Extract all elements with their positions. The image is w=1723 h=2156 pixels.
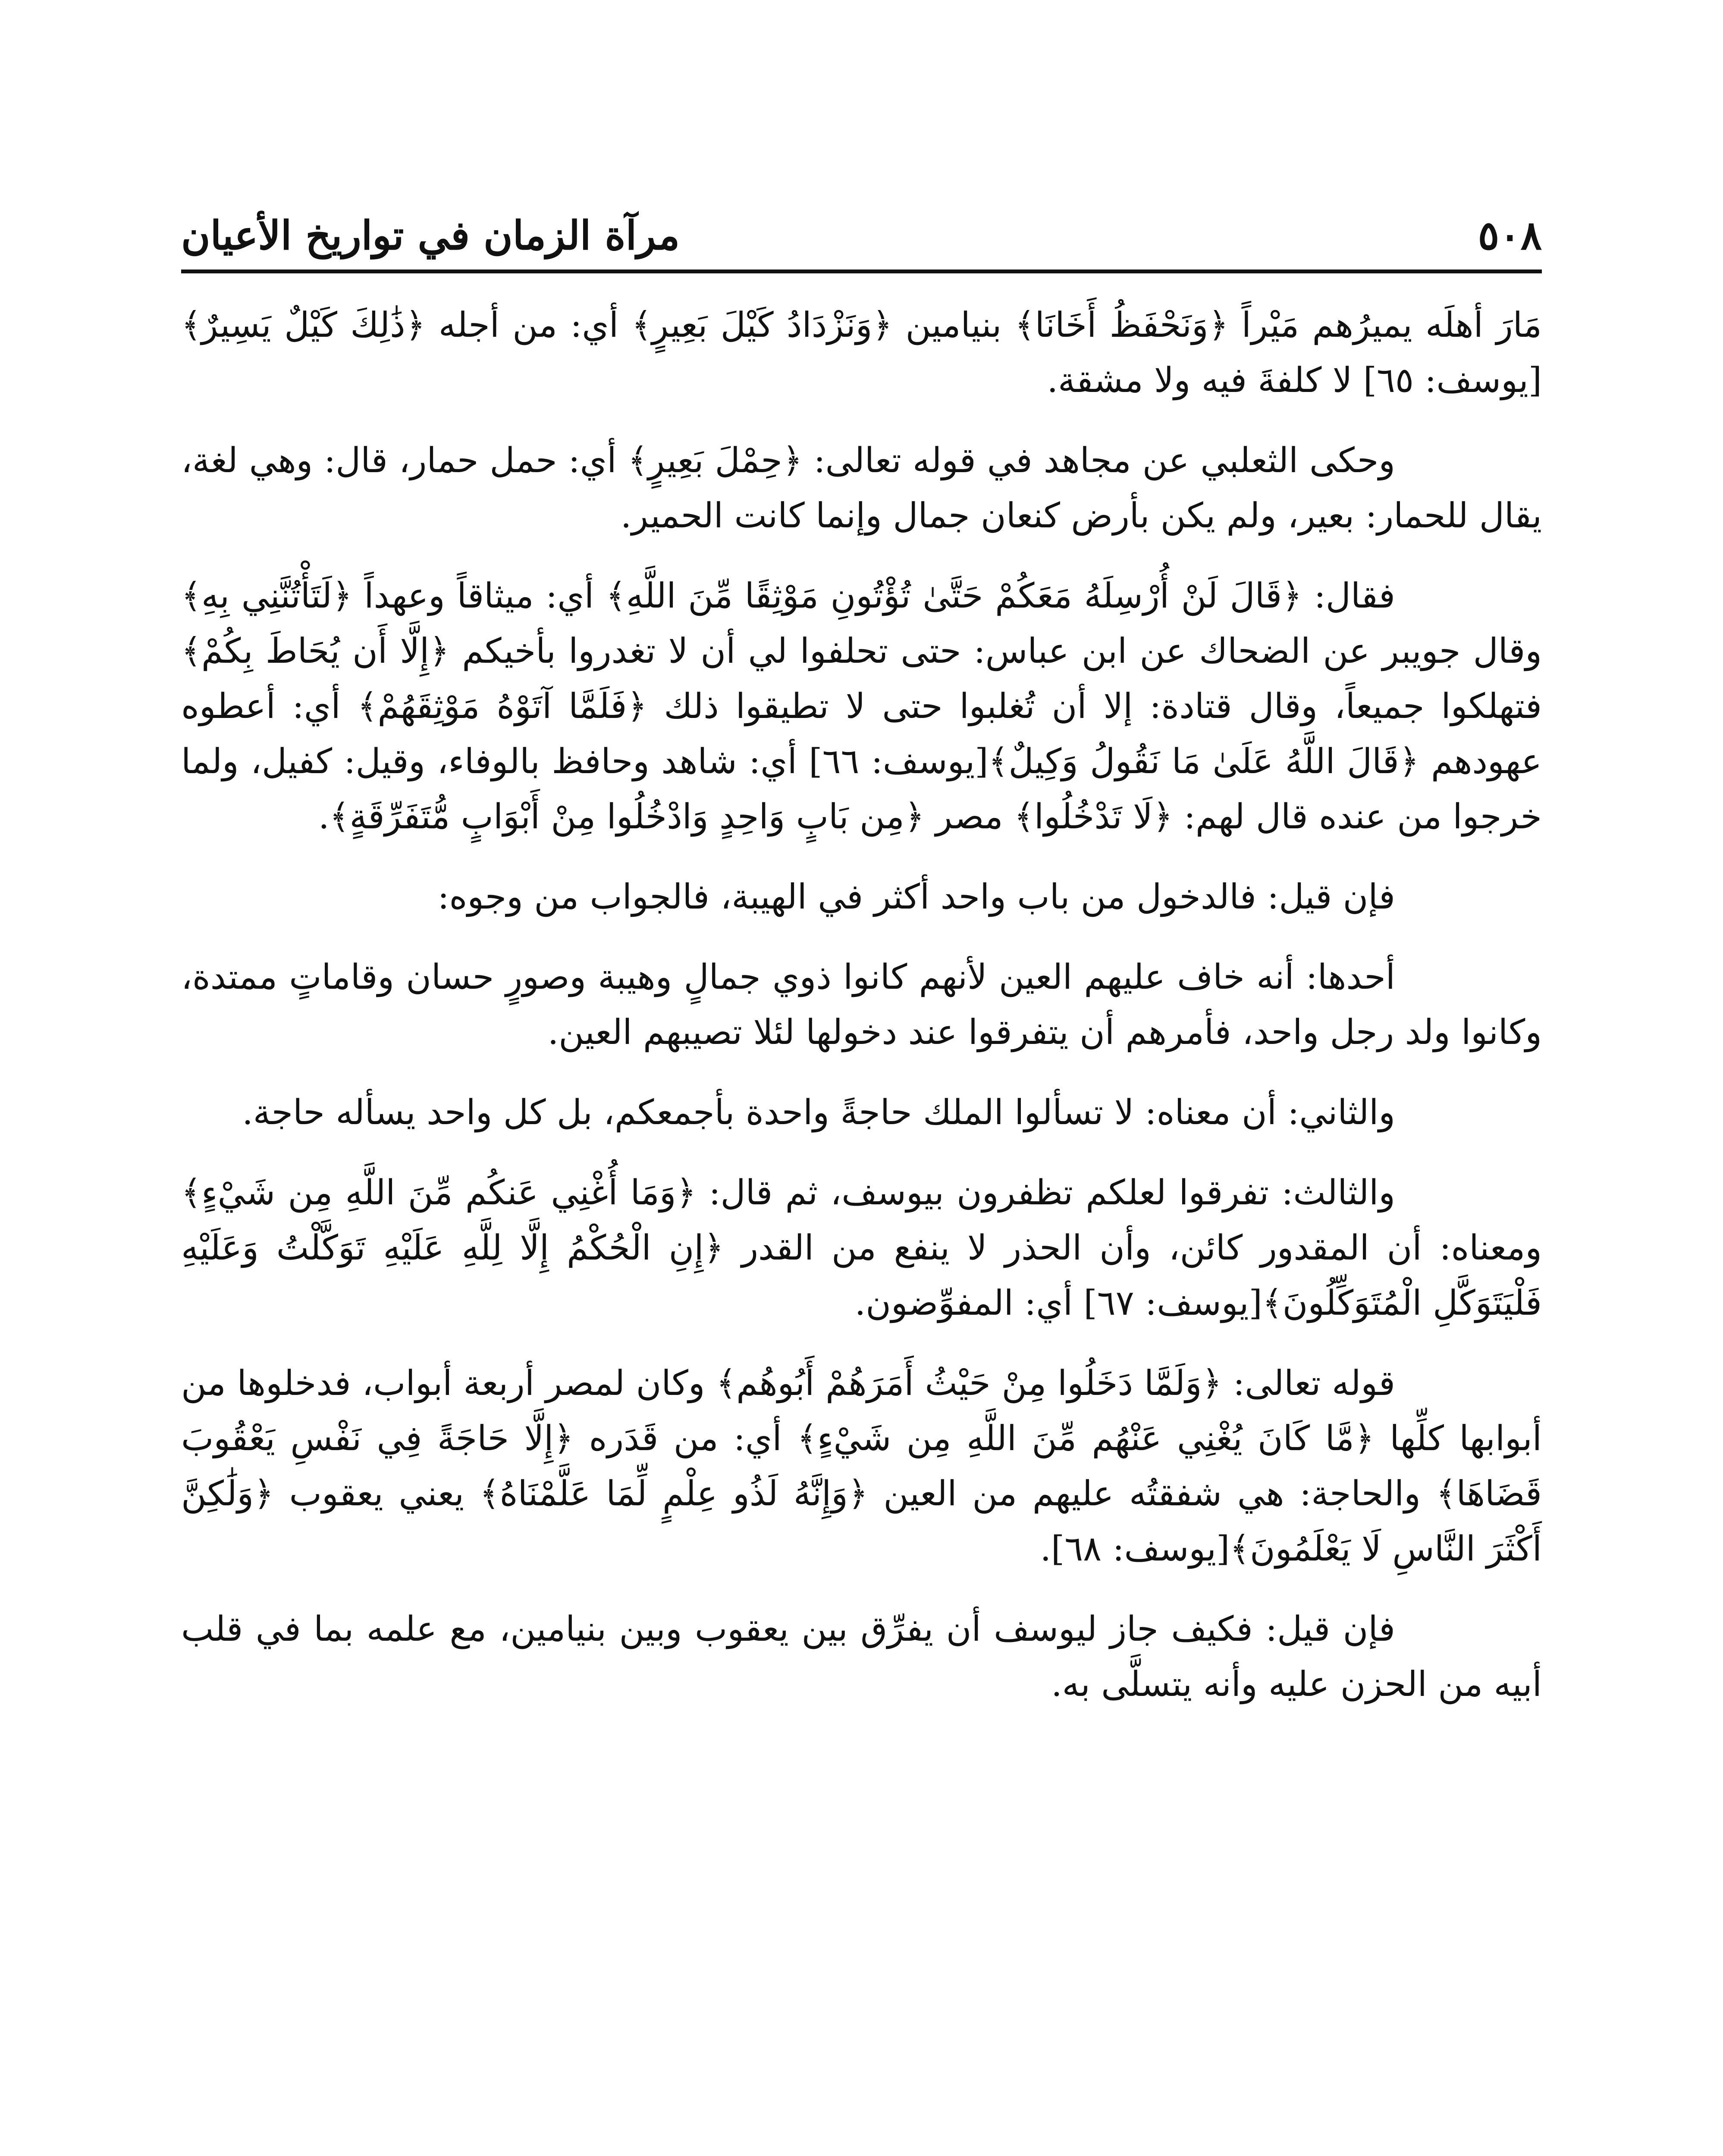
body-text xyxy=(181,298,1542,1737)
paragraph: والثالث: تفرقوا لعلكم تظفرون بيوسف، ثم قال: ﴿وَمَا أُغْنِي عَنكُم مِّنَ اللَّهِ مِن شَيْءٍ﴾ ومعناه: أن المقدور كائن، وأن الحذر لا ينفع من القدر ﴿إِنِ الْحُكْمُ إِلَّا لِلَّهِ عَلَيْهِ تَوَكَّلْتُ وَعَلَيْهِ فَلْيَتَوَكَّلِ الْمُتَوَكِّلُونَ﴾[يوسف: ٦٧] أي: المفوِّضون. xyxy=(181,1172,1542,1323)
paragraph: وحكى الثعلبي عن مجاهد في قوله تعالى: ﴿حِمْلَ بَعِيرٍ﴾ أي: حمل حمار، قال: وهي لغة، يقال للحمار: بعير، ولم يكن بأرض كنعان جمال وإنما كانت الحمير. xyxy=(181,440,1542,536)
page-number: ٥٠٨ xyxy=(1478,212,1542,259)
running-title: مرآة الزمان في تواريخ الأعيان xyxy=(181,212,680,259)
paragraph: فقال: ﴿قَالَ لَنْ أُرْسِلَهُ مَعَكُمْ حَتَّىٰ تُؤْتُونِ مَوْثِقًا مِّنَ اللَّهِ﴾ أي: ميثاقاً وعهداً ﴿لَتَأْتُنَّنِي بِهِ﴾ وقال جويبر عن الضحاك عن ابن عباس: حتى تحلفوا لي أن لا تغدروا بأخيكم ﴿إِلَّا أَن يُحَاطَ بِكُمْ﴾ فتهلكوا جميعاً، وقال قتادة: إلا أن تُغلبوا حتى لا تطيقوا ذلك ﴿فَلَمَّا آتَوْهُ مَوْثِقَهُمْ﴾ أي: أعطوه عهودهم ﴿قَالَ اللَّهُ عَلَىٰ مَا نَقُولُ وَكِيلٌ﴾[يوسف: ٦٦] أي: شاهد وحافظ بالوفاء، وقيل: كفيل، ولما خرجوا من عنده قال لهم: ﴿لَا تَدْخُلُوا﴾ مصر ﴿مِن بَابٍ وَاحِدٍ وَادْخُلُوا مِنْ أَبْوَابٍ مُّتَفَرِّقَةٍ﴾. xyxy=(181,576,1542,837)
page-header xyxy=(181,172,1542,259)
paragraph: مَارَ أهلَه يميرُهم مَيْراً ﴿وَنَحْفَظُ أَخَانَا﴾ بنيامين ﴿وَنَزْدَادُ كَيْلَ بَعِيرٍ﴾ أي: من أجله ﴿ذَٰلِكَ كَيْلٌ يَسِيرٌ﴾[يوسف: ٦٥] لا كلفةَ فيه ولا مشقة. xyxy=(181,305,1542,400)
paragraph: فإن قيل: فالدخول من باب واحد أكثر في الهيبة، فالجواب من وجوه: xyxy=(437,877,1395,917)
paragraph: قوله تعالى: ﴿وَلَمَّا دَخَلُوا مِنْ حَيْثُ أَمَرَهُمْ أَبُوهُم﴾ وكان لمصر أربعة أبواب، فدخلوها من أبوابها كلِّها ﴿مَّا كَانَ يُغْنِي عَنْهُم مِّنَ اللَّهِ مِن شَيْءٍ﴾ أي: من قَدَره ﴿إِلَّا حَاجَةً فِي نَفْسِ يَعْقُوبَ قَضَاهَا﴾ والحاجة: هي شفقتُه عليهم من العين ﴿وَإِنَّهُ لَذُو عِلْمٍ لِّمَا عَلَّمْنَاهُ﴾ يعني يعقوب ﴿وَلَٰكِنَّ أَكْثَرَ النَّاسِ لَا يَعْلَمُونَ﴾[يوسف: ٦٨]. xyxy=(181,1363,1542,1569)
header-rule xyxy=(181,270,1542,273)
paragraph: والثاني: أن معناه: لا تسألوا الملك حاجةً واحدة بأجمعكم، بل كل واحد يسأله حاجة. xyxy=(242,1092,1395,1132)
paragraph: فإن قيل: فكيف جاز ليوسف أن يفرِّق بين يعقوب وبين بنيامين، مع علمه بما في قلب أبيه من الحزن عليه وأنه يتسلَّى به. xyxy=(181,1609,1542,1704)
paragraph: أحدها: أنه خاف عليهم العين لأنهم كانوا ذوي جمالٍ وهيبة وصورٍ حسان وقاماتٍ ممتدة، وكانوا ولد رجل واحد، فأمرهم أن يتفرقوا عند دخولها لئلا تصيبهم العين. xyxy=(181,957,1542,1052)
